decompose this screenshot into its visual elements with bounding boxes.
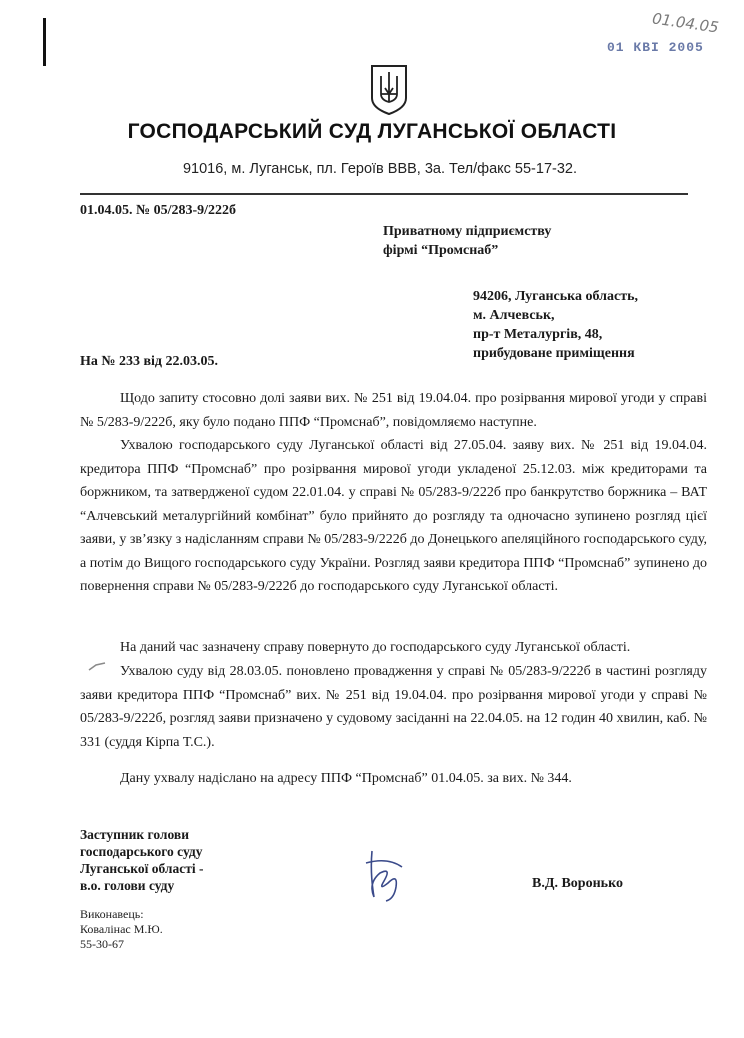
recipient-address xyxy=(473,287,638,363)
court-address: 91016, м. Луганськ, пл. Героїв ВВВ, 3а. Тел/факс 55-17-32. xyxy=(182,161,577,177)
body-paragraph: Дану ухвалу надіслано на адресу ППФ “Промснаб” 01.04.05. за вих. № 344. xyxy=(120,771,572,786)
letter-date-number: 01.04.05. № 05/283-9/222б xyxy=(80,203,237,218)
body-paragraph: Щодо запиту стосовно долі заяви вих. № 251 від 19.04.04. про розірвання мирової угоди у справі № 5/283-9/222б, яку було подано ППФ “Промснаб”, повідомляємо наступне. xyxy=(80,391,707,430)
header-divider xyxy=(80,193,688,195)
body-paragraph: На даний час зазначену справу повернуто до господарського суду Луганської області. xyxy=(120,640,631,655)
address-line: пр-т Металургів, 48, xyxy=(473,327,603,342)
address-line: 94206, Луганська область, xyxy=(473,289,638,304)
court-name: ГОСПОДАРСЬКИЙ СУД ЛУГАНСЬКОЇ ОБЛАСТІ xyxy=(127,120,617,143)
handwritten-signature xyxy=(358,843,408,910)
recipient-line: Приватному підприємству xyxy=(383,224,552,239)
recipient-line: фірмі “Промснаб” xyxy=(383,243,499,258)
body-paragraph: Ухвалою суду від 28.03.05. поновлено провадження у справі № 05/283-9/222б в частині розгляду заяви кредитора ППФ “Промснаб” вих. № 251 від 19.04.04. про розірвання мирової угоди у справі № 05/283-9/222б, розгляд заяви призначено у судовому засіданні на 22.04.05. на 12 годин 40 хвилин, каб. № 331 (суддя Кірпа Т.С.). xyxy=(80,664,707,750)
signer-name: В.Д. Воронько xyxy=(532,876,623,891)
in-reply-reference: На № 233 від 22.03.05. xyxy=(80,354,218,369)
executor-info xyxy=(80,907,163,952)
signatory-title xyxy=(80,826,203,894)
received-stamp: 01 КВІ 2005 xyxy=(607,40,704,55)
executor-line: Ковалінас М.Ю. xyxy=(80,922,163,936)
body-paragraph: Ухвалою господарського суду Луганської області від 27.05.04. заяву вих. № 251 від 19.04.04. кредитора ППФ “Промснаб” про розірвання мирової угоди укладеної 25.12.03. між кредиторами та боржником, та затвердженої судом 22.01.04. у справі № 05/283-9/222б про банкрутство боржника – ВАТ “Алчевський металургійний комбінат” було прийнято до розгляду та одночасно зупинено розгляд цієї заяви, у зв’язку з надісланням справи № 05/283-9/222б до Донецького апеляційного господарського суду, а потім до Вищого господарського суду України. Розгляд заяви кредитора ППФ “Промснаб” зупинено до повернення справи № 05/283-9/222б до господарського суду Луганської області. xyxy=(80,438,707,594)
handwritten-date: 01.04.05 xyxy=(651,9,720,37)
signatory-title-line: в.о. голови суду xyxy=(80,878,175,893)
signatory-title-line: Луганської області - xyxy=(80,861,204,876)
recipient-name xyxy=(383,222,551,260)
address-line: м. Алчевськ, xyxy=(473,308,555,323)
signatory-title-line: господарського суду xyxy=(80,844,203,859)
corner-mark xyxy=(43,18,46,66)
trident-emblem-icon xyxy=(369,64,409,121)
executor-line: 55-30-67 xyxy=(80,937,124,951)
signatory-title-line: Заступник голови xyxy=(80,827,189,842)
address-line: прибудоване приміщення xyxy=(473,346,635,361)
executor-line: Виконавець: xyxy=(80,907,144,921)
